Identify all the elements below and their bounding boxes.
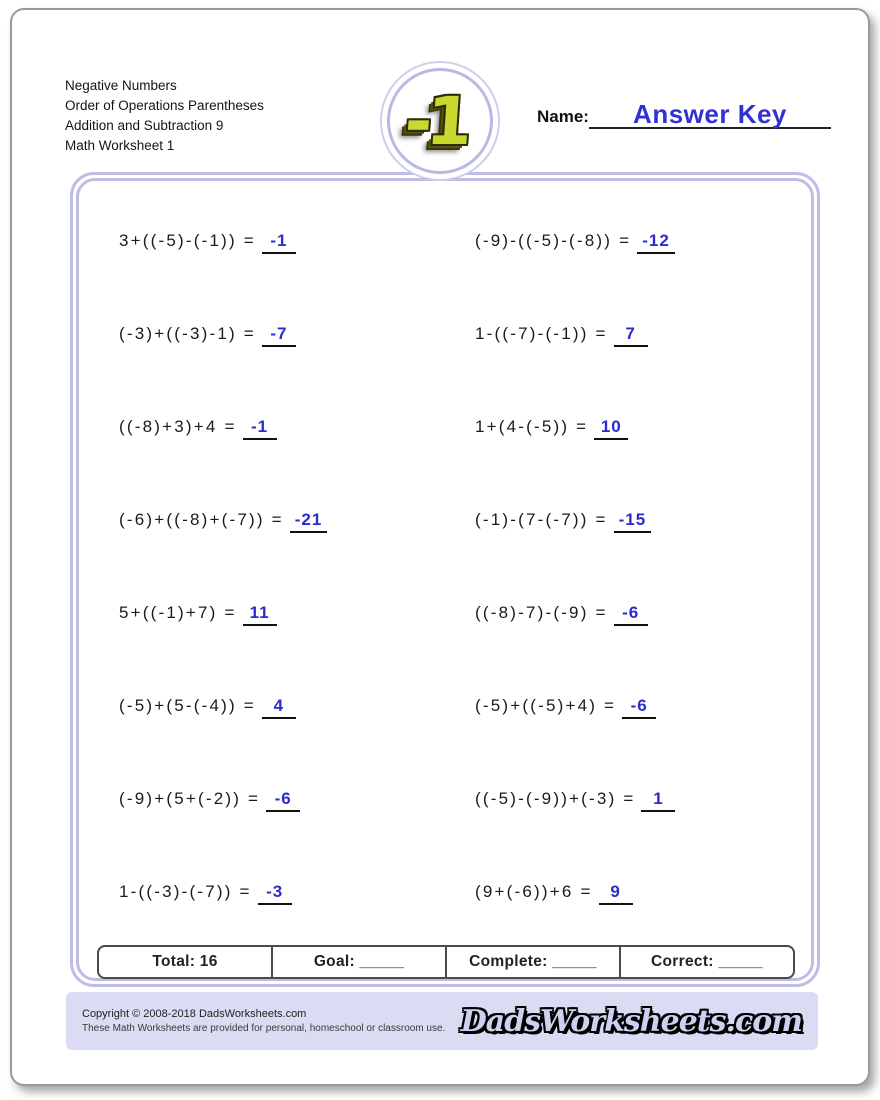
problem [475,882,817,905]
problem-expression: (-1)-(7-(-7)) = [475,510,608,529]
stat-goal: Goal: _____ [271,947,445,977]
problem [475,789,817,812]
problem [475,603,817,626]
problem-row [73,324,817,417]
problem-row [73,510,817,603]
problem-expression: ((-8)+3)+4 = [119,417,237,436]
problem [475,231,817,254]
problem-row [73,696,817,789]
header-line-section: Addition and Subtraction 9 [65,118,224,133]
problem-row [73,789,817,882]
problem-answer: 11 [243,603,277,626]
problem-expression: 1+(4-(-5)) = [475,417,589,436]
problem-answer: 7 [614,324,648,347]
worksheet-number-badge [387,68,493,174]
problem-answer: -6 [614,603,648,626]
stat-total: Total: 16 [152,953,218,970]
problem-expression: (-9)-((-5)-(-8)) = [475,231,632,250]
problem-answer: 1 [641,789,675,812]
problem [475,510,817,533]
problem-expression: (-9)+(5+(-2)) = [119,789,261,808]
problem [119,510,475,533]
copyright-block [82,1008,445,1034]
problem-answer: -6 [266,789,300,812]
problem [119,324,475,347]
problem-answer: -1 [262,231,296,254]
problem [475,417,817,440]
stat-correct: Correct: _____ [619,947,793,977]
problem-row [73,603,817,696]
problem-expression: (-5)+(5-(-4)) = [119,696,256,715]
problem-answer: -3 [258,882,292,905]
problem-expression: 3+((-5)-(-1)) = [119,231,256,250]
problem-answer: -15 [614,510,652,533]
problem-row [73,417,817,510]
worksheet-page [10,8,870,1086]
problem-expression: (-5)+((-5)+4) = [475,696,617,715]
header-line-subtopic: Order of Operations Parentheses [65,98,264,113]
problem [119,882,475,905]
problem-answer: -12 [637,231,675,254]
problem [119,789,475,812]
problem-answer: 10 [594,417,628,440]
usage-line: These Math Worksheets are provided for personal, homeschool or classroom use. [82,1023,446,1034]
score-summary-bar [97,945,795,979]
problem-answer: -21 [290,510,328,533]
copyright-line: Copyright © 2008-2018 DadsWorksheets.com [82,1008,307,1020]
problem-expression: 1-((-3)-(-7)) = [119,882,252,901]
problem-expression: (9+(-6))+6 = [475,882,593,901]
stat-complete: Complete: _____ [445,947,619,977]
answer-key-text: Answer Key [633,99,787,129]
problem-expression: 5+((-1)+7) = [119,603,237,622]
problem [119,417,475,440]
name-blank-line [589,96,831,129]
name-field [537,96,831,129]
worksheet-frame [70,172,820,987]
problem-expression: 1-((-7)-(-1)) = [475,324,608,343]
name-label: Name: [537,107,589,126]
worksheet-header [65,76,264,156]
problem [119,603,475,626]
problem-expression: ((-8)-7)-(-9) = [475,603,608,622]
problem-row [73,231,817,324]
header-line-topic: Negative Numbers [65,78,177,93]
problem [119,696,475,719]
problem [119,231,475,254]
problem [475,324,817,347]
badge-number: -1 [402,82,470,160]
dadsworksheets-logo: DadsWorksheets.com [460,1003,802,1039]
problem-answer: -7 [262,324,296,347]
problems-grid [73,175,817,975]
problem-expression: (-3)+((-3)-1) = [119,324,256,343]
problem-expression: ((-5)-(-9))+(-3) = [475,789,636,808]
problem-answer: -6 [622,696,656,719]
problem [475,696,817,719]
problem-answer: 4 [262,696,296,719]
footer [66,992,818,1050]
problem-answer: -1 [243,417,277,440]
header-line-number: Math Worksheet 1 [65,138,175,153]
problem-answer: 9 [599,882,633,905]
problem-expression: (-6)+((-8)+(-7)) = [119,510,284,529]
